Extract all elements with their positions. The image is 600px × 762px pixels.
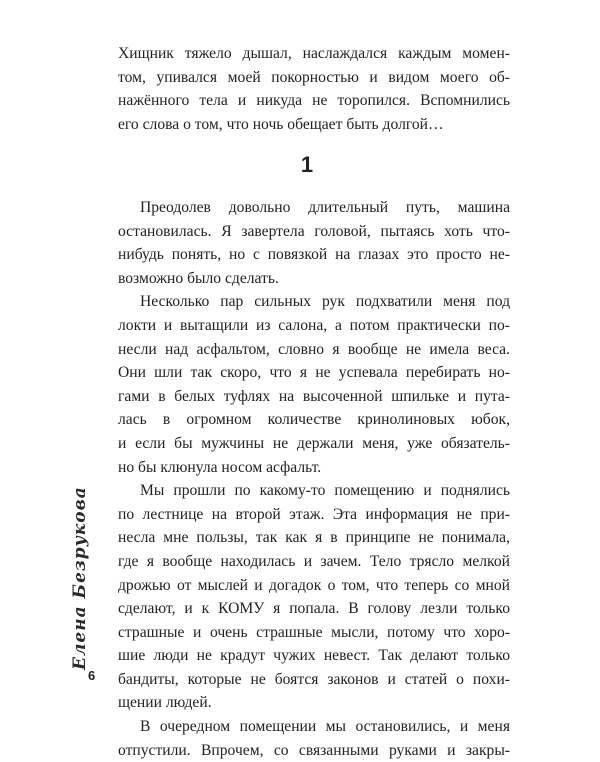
text-line: Преодолев довольно длительный путь, машина	[140, 199, 510, 216]
text-line: отпустили. Впрочем, со связанными руками и закры-	[118, 741, 510, 759]
text-line: несли над асфальтом, словно я вообще не имела веса.	[118, 340, 510, 358]
chapter-body	[118, 196, 510, 762]
text-line: Несколько пар сильных рук подхватили меня под	[140, 293, 510, 311]
text-line: нажённого тела и никуда не торопился. Вспомнились	[118, 92, 510, 110]
page-number: 6	[88, 668, 96, 683]
text-line: остановилась. Я завертела головой, пытаясь хоть что-	[118, 222, 510, 240]
text-line: возможно было сделать.	[118, 269, 279, 287]
text-line: его слова о том, что ночь обещает быть долгой…	[118, 115, 444, 133]
intro-paragraph	[118, 42, 510, 136]
text-line: и если бы мужчины не держали меня, уже обязатель-	[118, 434, 510, 452]
text-line: том, упивался моей покорностью и видом моего об-	[118, 68, 510, 86]
text-line: локти и вытащили из салона, а потом практически по-	[118, 316, 510, 334]
text-line: но бы клюнула носом асфальт.	[118, 458, 322, 476]
chapter-number: 1	[300, 152, 314, 177]
text-line: страшные и очень страшные мысли, потому что хоро-	[118, 623, 510, 641]
text-line: шие люди не крадут чужих невест. Так делают только	[118, 647, 510, 665]
text-line: В очередном помещении мы остановились, и меня	[140, 718, 510, 736]
text-line: где я вообще находилась и зачем. Тело трясло мелкой	[118, 552, 510, 570]
author-name-running-head: Елена Безрукова	[70, 486, 90, 670]
text-line: гами в белых туфлях на высоченной шпильке и пута-	[118, 387, 510, 405]
text-line: по лестнице на второй этаж. Эта информация не при-	[118, 505, 510, 523]
text-line: щении людей.	[118, 694, 212, 712]
text-line: сделают, и к КОМУ я попала. В голову лезли только	[118, 600, 510, 618]
text-line: несла мне пользы, так как я в принципе не понимала,	[118, 529, 510, 547]
text-line: Мы прошли по какому-то помещению и поднялись	[140, 482, 510, 500]
text-line: дрожью от мыслей и догадок о том, что теперь со мной	[118, 576, 510, 594]
text-line: нибудь понять, но с повязкой на глазах это просто не-	[118, 246, 510, 264]
text-line: Они шли так скоро, что я не успевала перебирать но-	[118, 364, 510, 382]
text-line: бандиты, которые не боятся законов и статей о похи-	[118, 670, 510, 688]
text-line: Хищник тяжело дышал, наслаждался каждым момен-	[118, 45, 510, 62]
text-line: лась в огромном количестве кринолиновых юбок,	[118, 411, 510, 429]
